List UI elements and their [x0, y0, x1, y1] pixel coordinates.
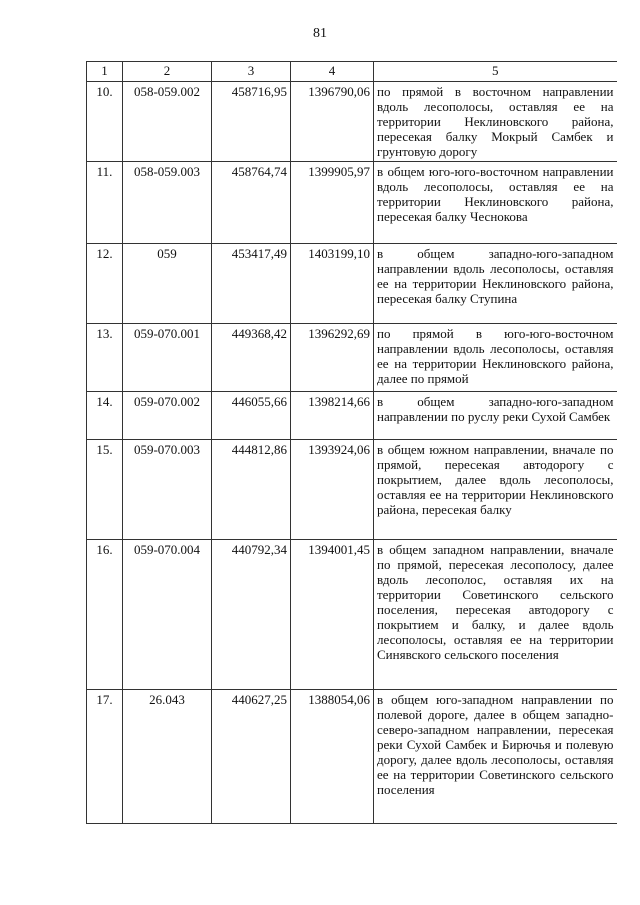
table-row	[87, 690, 617, 824]
column-header: 3	[212, 62, 291, 82]
table-body	[87, 82, 617, 824]
point-id: 058-059.002	[123, 82, 212, 162]
column-header: 1	[87, 62, 123, 82]
boundary-description: в общем западно-юго-западном направлении вдоль лесополосы, оставляя ее на территории Неклиновского района, пересекая балку Ступина	[374, 244, 617, 324]
coordinate-x: 446055,66	[212, 392, 291, 440]
coordinate-x: 449368,42	[212, 324, 291, 392]
boundary-coordinates-table	[86, 61, 617, 824]
boundary-description: по прямой в восточном направлении вдоль лесополосы, оставляя ее на территории Неклиновского района, пересекая балку Мокрый Самбек и грунтовую дорогу	[374, 82, 617, 162]
row-number: 12.	[87, 244, 123, 324]
point-id: 059-070.004	[123, 540, 212, 690]
coordinate-y: 1396292,69	[291, 324, 374, 392]
coordinate-y: 1399905,97	[291, 162, 374, 244]
point-id: 059	[123, 244, 212, 324]
column-header: 5	[374, 62, 617, 82]
table-header-row	[87, 62, 617, 82]
row-number: 14.	[87, 392, 123, 440]
coordinate-y: 1388054,06	[291, 690, 374, 824]
row-number: 16.	[87, 540, 123, 690]
coordinate-x: 440792,34	[212, 540, 291, 690]
row-number: 17.	[87, 690, 123, 824]
boundary-description: в общем западном направлении, вначале по прямой, пересекая лесополосу, далее вдоль лесополос, оставляя их на территории Советинского сельского поселения, пересекая автодорогу с покрытием и балку, и далее вдоль лесополосы, оставляя ее на территории Синявского сельского поселения	[374, 540, 617, 690]
coordinate-y: 1393924,06	[291, 440, 374, 540]
point-id: 059-070.002	[123, 392, 212, 440]
row-number: 10.	[87, 82, 123, 162]
boundary-description: в общем юго-юго-восточном направлении вдоль лесополосы, оставляя ее на территории Неклиновского района, пересекая балку Чеснокова	[374, 162, 617, 244]
point-id: 059-070.003	[123, 440, 212, 540]
coordinate-x: 458764,74	[212, 162, 291, 244]
table-row	[87, 540, 617, 690]
coordinate-x: 440627,25	[212, 690, 291, 824]
boundary-description: в общем юго-западном направлении по полевой дороге, далее в общем западно-северо-западном направлении, пересекая реки Сухой Самбек и Бирючья и полевую дорогу, далее вдоль лесополосы, оставляя ее на территории Советинского сельского поселения	[374, 690, 617, 824]
row-number: 15.	[87, 440, 123, 540]
row-number: 11.	[87, 162, 123, 244]
boundary-description: в общем западно-юго-западном направлении по руслу реки Сухой Самбек	[374, 392, 617, 440]
coordinate-x: 458716,95	[212, 82, 291, 162]
boundary-description: по прямой в юго-юго-восточном направлении вдоль лесополосы, оставляя ее на территории Неклиновского района, далее по прямой	[374, 324, 617, 392]
table-row	[87, 392, 617, 440]
table-row	[87, 162, 617, 244]
coordinate-y: 1398214,66	[291, 392, 374, 440]
page-number: 81	[313, 26, 327, 41]
point-id: 059-070.001	[123, 324, 212, 392]
coordinate-y: 1396790,06	[291, 82, 374, 162]
row-number: 13.	[87, 324, 123, 392]
column-header: 4	[291, 62, 374, 82]
boundary-description: в общем южном направлении, вначале по прямой, пересекая автодорогу с покрытием, далее вдоль лесополосы, оставляя ее на территории Неклиновского района, пересекая балку	[374, 440, 617, 540]
coordinate-x: 444812,86	[212, 440, 291, 540]
coordinate-x: 453417,49	[212, 244, 291, 324]
column-header: 2	[123, 62, 212, 82]
table-row	[87, 440, 617, 540]
point-id: 058-059.003	[123, 162, 212, 244]
coordinate-y: 1403199,10	[291, 244, 374, 324]
table-row	[87, 244, 617, 324]
table-row	[87, 324, 617, 392]
point-id: 26.043	[123, 690, 212, 824]
table-row	[87, 82, 617, 162]
coordinate-y: 1394001,45	[291, 540, 374, 690]
